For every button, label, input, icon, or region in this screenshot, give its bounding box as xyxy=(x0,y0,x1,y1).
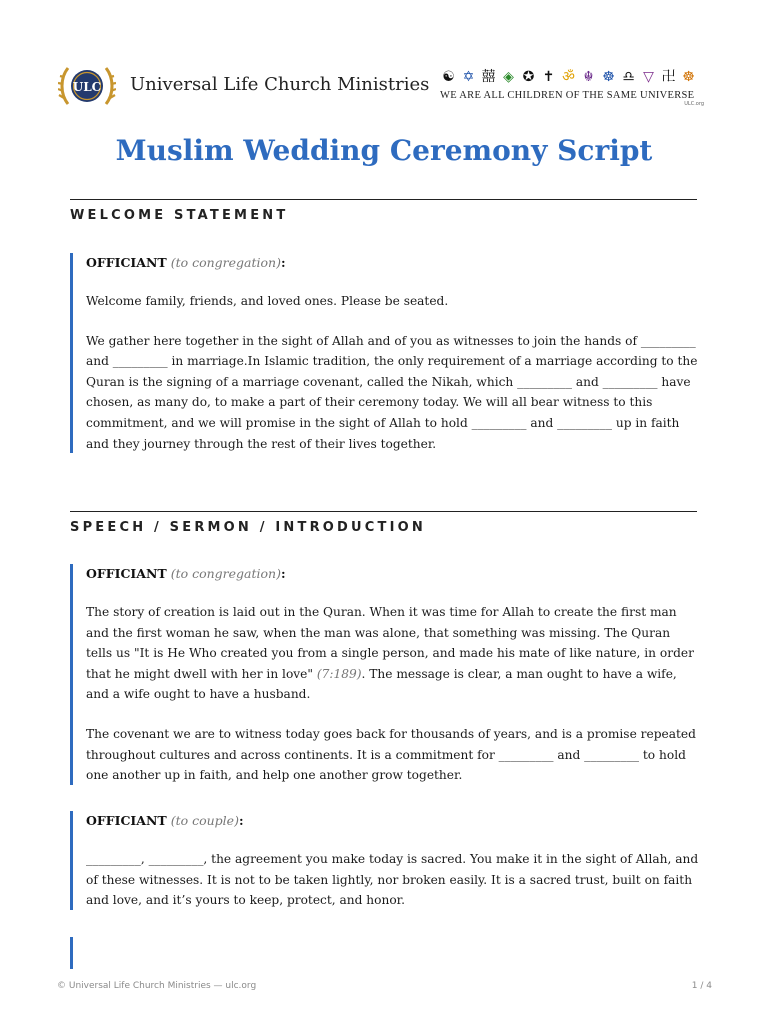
religious-symbols-banner xyxy=(440,68,708,108)
religious-symbol-icon: ♎ xyxy=(622,69,635,85)
dialogue-block-continued xyxy=(70,937,700,969)
tagline-site: ULC.org xyxy=(684,101,704,107)
ulc-logo-icon xyxy=(58,64,116,108)
religious-symbol-icon: 卍 xyxy=(661,69,676,85)
religious-symbol-icon: 囍 xyxy=(481,69,496,85)
paragraph: Welcome family, friends, and loved ones. Please be seated. xyxy=(86,294,449,308)
paragraph xyxy=(86,602,700,705)
dialogue-block-couple xyxy=(70,811,700,910)
section-divider xyxy=(70,199,697,200)
paragraph-text: . The message is clear, a man ought to have a wife, and a wife ought to have a husband. xyxy=(86,666,677,702)
religious-symbol-icon: ✪ xyxy=(522,69,535,85)
religious-symbols-row xyxy=(440,68,697,86)
religious-symbol-icon: ॐ xyxy=(562,69,575,85)
dialogue-block-sermon xyxy=(70,564,700,785)
speaker-colon: : xyxy=(238,813,244,828)
religious-symbol-icon: ☸ xyxy=(602,69,615,85)
tagline: WE ARE ALL CHILDREN OF THE SAME UNIVERSE xyxy=(440,90,695,101)
page-header xyxy=(58,64,708,108)
speaker-name: OFFICIANT xyxy=(86,566,167,581)
stage-direction: (to congregation) xyxy=(170,566,281,581)
speaker-line xyxy=(86,811,700,831)
paragraph: The covenant we are to witness today goes back for thousands of years, and is a promise repeated throughout cultures and across continents. It is a commitment for _________ and _________ to hold one another up in faith, and help one another grow together. xyxy=(86,726,696,783)
section-divider xyxy=(70,511,697,512)
religious-symbol-icon: ☬ xyxy=(583,69,594,85)
speaker-colon: : xyxy=(280,566,286,581)
religious-symbol-icon: ▽ xyxy=(643,69,654,85)
religious-symbol-icon: ✝ xyxy=(542,69,555,85)
speaker-name: OFFICIANT xyxy=(86,255,167,270)
religious-symbol-icon: ☸ xyxy=(682,69,695,85)
religious-symbol-icon: ☯ xyxy=(442,69,455,85)
speaker-line xyxy=(86,564,700,584)
paragraph: _________, _________, the agreement you make today is sacred. You make it in the sight of Allah, and of these witnesses. It is not to be taken lightly, nor broken easily. It is a sacred trust, built on faith and love, and it’s yours to keep, protect, and honor. xyxy=(86,852,699,908)
quran-citation: (7:189) xyxy=(316,666,362,681)
logo-lettering: ULC xyxy=(72,80,102,94)
speaker-name: OFFICIANT xyxy=(86,813,167,828)
religious-symbol-icon: ✡ xyxy=(462,69,475,85)
dialogue-block-welcome xyxy=(70,253,700,453)
org-name: Universal Life Church Ministries xyxy=(130,74,430,95)
paragraph-text: The story of creation is laid out in the Quran. When it was time for Allah to create the first man and the first woman he saw, when the man was alone, that something was missing. The Quran tells us "It is He Who created you from a single person, and made his mate of like nature, in order that he might dwell with her in love" xyxy=(86,605,694,681)
section-heading-welcome: WELCOME STATEMENT xyxy=(70,208,289,223)
section-heading-speech: SPEECH / SERMON / INTRODUCTION xyxy=(70,520,426,535)
religious-symbol-icon: ◈ xyxy=(503,69,514,85)
stage-direction: (to couple) xyxy=(170,813,239,828)
speaker-colon: : xyxy=(280,255,286,270)
document-title: Muslim Wedding Ceremony Script xyxy=(115,134,653,167)
footer-copyright: © Universal Life Church Ministries — ulc.org xyxy=(57,981,257,991)
paragraph: We gather here together in the sight of Allah and of you as witnesses to join the hands of _________ and _________ in marriage.In Islamic tradition, the only requirement of a marriage according to the Quran is the signing of a marriage covenant, called the Nikah, which _________ and _________ have chosen, as many do, to make a part of their ceremony today. We will all bear witness to this commitment, and we will promise in the sight of Allah to hold _________ and _________ up in faith and they journey through the rest of their lives together. xyxy=(86,333,698,451)
speaker-line xyxy=(86,253,700,273)
stage-direction: (to congregation) xyxy=(170,255,281,270)
page-indicator: 1 / 4 xyxy=(691,981,712,991)
